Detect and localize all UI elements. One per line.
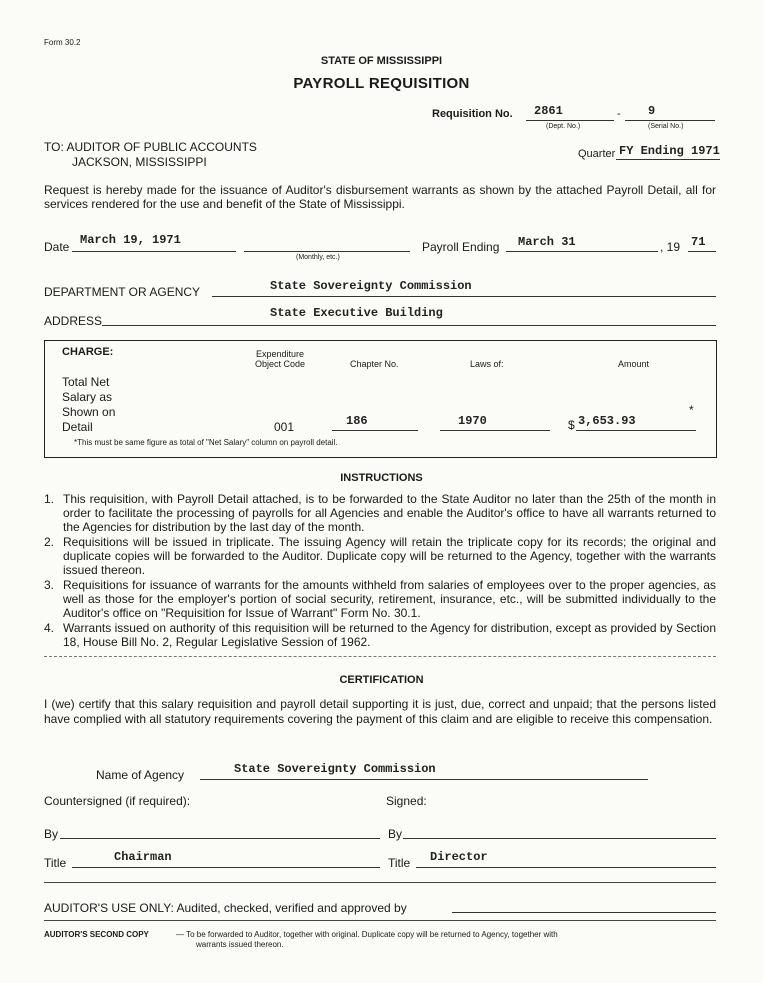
amount-line: [576, 430, 696, 431]
requisition-dash: -: [617, 108, 621, 120]
payroll-ending-label: Payroll Ending: [422, 240, 500, 254]
state-heading: STATE OF MISSISSIPPI: [320, 55, 443, 67]
monthly-line: [244, 251, 410, 252]
object-code-value: 001: [274, 420, 295, 434]
payroll-ending-field[interactable]: March 31: [518, 235, 576, 249]
quarter-label: Quarter: [578, 148, 616, 160]
to-line-1: TO: AUDITOR OF PUBLIC ACCOUNTS: [44, 140, 257, 154]
year-field[interactable]: 71: [691, 235, 706, 249]
dollar-sign: $: [568, 418, 575, 432]
dept-no-line: [526, 120, 614, 121]
dept-no-field[interactable]: 2861: [534, 104, 563, 118]
left-title-field[interactable]: Chairman: [114, 850, 172, 864]
separator-2: [44, 882, 716, 883]
instruction-3-text: Requisitions for issuance of warrants for the amounts withheld from salaries of employees over to the proper agencies, as well as those for the employer's portion of social security, retirement, insurance, etc., will be submitted individually to the Auditor's office on "Requisition for Issue of Warrant" Form No. 30.1.: [63, 578, 716, 620]
separator-3: [44, 920, 716, 921]
charge-title: CHARGE:: [62, 346, 114, 358]
laws-field[interactable]: 1970: [458, 414, 487, 428]
dept-agency-label: DEPARTMENT OR AGENCY: [44, 285, 201, 299]
signed-label: Signed:: [386, 794, 427, 808]
left-by-label: By: [44, 827, 59, 841]
year-prefix: , 19: [660, 240, 681, 254]
charge-desc-1: Total Net: [62, 375, 110, 389]
monthly-caption: (Monthly, etc.): [296, 254, 340, 261]
separator-1: [44, 656, 716, 657]
right-title-label: Title: [388, 856, 411, 870]
address-line: [102, 325, 716, 326]
certification-title: CERTIFICATION: [339, 674, 424, 686]
charge-desc-4: Detail: [62, 420, 93, 434]
left-by-line[interactable]: [60, 838, 380, 839]
quarter-field[interactable]: FY Ending 1971: [619, 144, 720, 158]
date-line: [72, 251, 236, 252]
right-by-label: By: [388, 827, 403, 841]
auditor-use-label: AUDITOR'S USE ONLY: Audited, checked, verified and approved by: [44, 901, 407, 915]
cert-agency-line: [200, 779, 648, 780]
dept-agency-line: [212, 296, 716, 297]
auditor-copy-text-1: — To be forwarded to Auditor, together with original. Duplicate copy will be returned to Agency, together with: [176, 930, 558, 939]
request-paragraph: Request is hereby made for the issuance of Auditor's disbursement warrants as shown by the attached Payroll Detail, all for services rendered for the use and benefit of the State of Mississippi.: [44, 183, 716, 211]
dept-agency-field[interactable]: State Sovereignty Commission: [270, 279, 472, 293]
quarter-line: [616, 159, 720, 160]
certification-paragraph: I (we) certify that this salary requisition and payroll detail supporting it is just, due, correct and unpaid; that the persons listed have complied with all statutory requirements covering the payment of this claim and are eligible to receive this compensation.: [44, 697, 716, 726]
amount-field[interactable]: 3,653.93: [578, 414, 636, 428]
year-line: [688, 251, 716, 252]
form-title: PAYROLL REQUISITION: [293, 75, 470, 92]
charge-desc-2: Salary as: [62, 390, 113, 404]
amount-asterisk: *: [689, 403, 694, 417]
instruction-2-text: Requisitions will be issued in triplicate. The issuing Agency will retain the triplicate copy for its records; the original and duplicate copies will be forwarded to the Auditor. Duplicate copy will be returned to the Agency, together with the warrants issued thereon.: [63, 535, 716, 577]
charge-footnote: *This must be same figure as total of "Net Salary" column on payroll detail.: [74, 438, 338, 447]
instruction-1-num: 1.: [44, 492, 55, 506]
chapter-line: [332, 430, 418, 431]
instruction-4-text: Warrants issued on authority of this requisition will be returned to the Agency for distribution, except as provided by Section 18, House Bill No. 2, Regular Legislative Session of 1962.: [63, 621, 716, 649]
left-title-label: Title: [44, 856, 67, 870]
dept-no-caption: (Dept. No.): [546, 123, 581, 130]
cert-agency-field[interactable]: State Sovereignty Commission: [234, 762, 436, 776]
instruction-4-num: 4.: [44, 621, 55, 635]
exp-label-2: Object Code: [255, 359, 306, 369]
charge-desc-3: Shown on: [62, 405, 116, 419]
chapter-label: Chapter No.: [350, 359, 399, 369]
instruction-1-text: This requisition, with Payroll Detail attached, is to be forwarded to the State Auditor no later than the 25th of the month in order to facilitate the processing of payrolls for all Agencies and enable the Auditor's office to have all warrants returned to the Agencies for distribution by the last day of the month.: [63, 492, 716, 534]
right-title-line: [416, 867, 716, 868]
form-number: Form 30.2: [44, 38, 81, 47]
date-label: Date: [44, 240, 70, 254]
auditor-copy-label: AUDITOR'S SECOND COPY: [44, 930, 149, 939]
cert-agency-label: Name of Agency: [96, 768, 185, 782]
instruction-3-num: 3.: [44, 578, 55, 592]
address-label: ADDRESS: [44, 314, 103, 328]
amount-label: Amount: [618, 359, 650, 369]
payroll-ending-line: [506, 251, 658, 252]
instructions-title: INSTRUCTIONS: [340, 472, 423, 484]
address-field[interactable]: State Executive Building: [270, 306, 443, 320]
laws-line: [440, 430, 550, 431]
right-by-line[interactable]: [403, 838, 716, 839]
to-line-2: JACKSON, MISSISSIPPI: [72, 155, 207, 169]
chapter-field[interactable]: 186: [346, 414, 368, 428]
right-title-field[interactable]: Director: [430, 850, 488, 864]
exp-label-1: Expenditure: [256, 349, 305, 359]
serial-no-field[interactable]: 9: [648, 104, 656, 118]
serial-no-caption: (Serial No.): [648, 123, 684, 130]
serial-no-line: [625, 120, 715, 121]
requisition-label: Requisition No.: [432, 108, 513, 120]
left-title-line: [72, 867, 380, 868]
countersigned-label: Countersigned (if required):: [44, 794, 191, 808]
auditor-approval-line[interactable]: [452, 912, 716, 913]
auditor-copy-text-2: warrants issued thereon.: [196, 940, 284, 949]
date-field[interactable]: March 19, 1971: [80, 233, 181, 247]
instruction-2-num: 2.: [44, 535, 55, 549]
laws-label: Laws of:: [470, 359, 504, 369]
